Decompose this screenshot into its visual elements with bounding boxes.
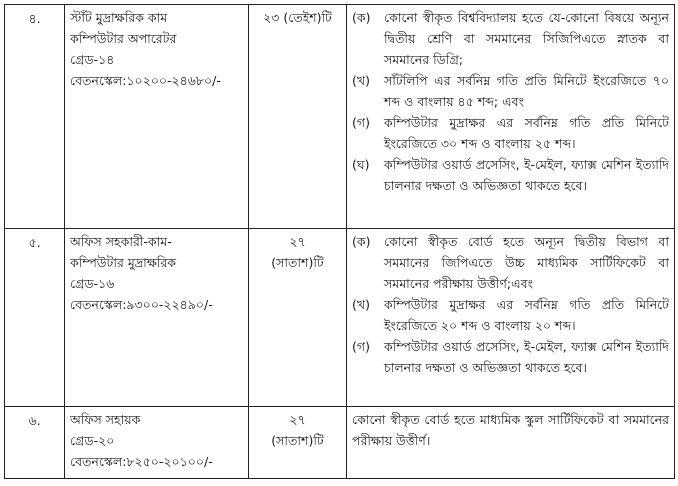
qualification-text: কম্পিউটার ওয়ার্ড প্রসেসিং, ই-মেইল, ফ্যাক্স মেশিন ইত্যাদি চালনার দক্ষতা ও অভিজ্ঞতা থাকতে হবে। (384, 157, 669, 193)
serial-number: ৬. (28, 413, 41, 428)
post-pay-scale: বেতনস্কেল:১০২০০-২৪৬৮০/- (70, 73, 221, 88)
serial-number: ৪. (28, 11, 41, 26)
post-pay-scale: বেতনস্কেল:৯৩০০-২২৪৯০/- (70, 297, 213, 312)
post-grade: গ্রেড-১৬ (70, 276, 115, 291)
qualification-cell (347, 5, 675, 229)
table-row (5, 5, 675, 229)
post-pay-scale: বেতনস্কেল:৮২৫০-২০১০০/- (70, 454, 213, 469)
table-row (5, 407, 675, 479)
qualification-text: কোনো স্বীকৃত বোর্ড হতে অন্যূন দ্বিতীয় বিভাগ বা সমমানের জিপিএতে উচ্চ মাধ্যমিক সার্টিফিকেট বা সমমানের পরীক্ষায় উত্তীর্ণ;এবং (384, 234, 669, 291)
qualification-label: (খ) (352, 297, 370, 312)
qualification-item (352, 70, 669, 112)
vacancy-count: ২৩ (তেইশ)টি (263, 10, 332, 25)
vacancy-count-words: (সাতাশ)টি (271, 255, 324, 270)
qualification-cell (347, 229, 675, 407)
qualification-label: (ক) (352, 10, 371, 25)
post-cell (65, 407, 249, 479)
qualification-text: সাঁটলিপি এর সর্বনিম্ন গতি প্রতি মিনিটে ইংরেজিতে ৭০ শব্দ ও বাংলায় ৪৫ শব্দ; এবং (384, 73, 669, 109)
serial-number: ৫. (28, 235, 41, 250)
post-grade: গ্রেড-১৪ (70, 52, 115, 67)
qualification-text: কোনো স্বীকৃত বোর্ড হতে মাধ্যমিক স্কুল সার্টিফিকেট বা সমমানের পরীক্ষায় উত্তীর্ণ। (352, 412, 669, 448)
vacancy-cell (249, 5, 347, 229)
post-name-cont: কম্পিউটার মুদ্রাক্ষরিক (70, 255, 177, 270)
post-name: অফিস সহায়ক (70, 412, 141, 427)
post-name-cont: কম্পিউটার অপারেটর (70, 31, 177, 46)
qualification-text: কম্পিউটার মুদ্রাক্ষর এর সর্বনিম্ন গতি প্রতি মিনিটে ইংরেজিতে ২০ শব্দ ও বাংলায় ২০ শব্দ। (384, 297, 669, 333)
recruitment-table (4, 4, 675, 479)
vacancy-cell (249, 407, 347, 479)
qualification-text: কোনো স্বীকৃত বিশ্ববিদ্যালয় হতে যে-কোনো বিষয়ে অন্যূন দ্বিতীয় শ্রেণি বা সমমানের সিজিপিএতে স্নাতক বা সমমানের ডিগ্রি; (384, 10, 669, 67)
post-cell (65, 5, 249, 229)
serial-cell (5, 5, 65, 229)
vacancy-count: ২৭ (289, 412, 306, 427)
qualification-label: (গ) (352, 339, 370, 354)
qualification-label: (ক) (352, 234, 371, 249)
qualification-item (352, 154, 669, 196)
qualification-label: (গ) (352, 115, 370, 130)
qualification-text: কম্পিউটার মুদ্রাক্ষর এর সর্বনিম্ন গতি প্রতি মিনিটে ইংরেজিতে ৩০ শব্দ ও বাংলায় ২৫ শব্দ। (384, 115, 669, 151)
post-name: স্টাঁট মুদ্রাক্ষরিক কাম (70, 10, 168, 25)
serial-cell (5, 229, 65, 407)
qualification-label: (ঘ) (352, 157, 370, 172)
vacancy-count: ২৭ (289, 234, 306, 249)
qualification-item (352, 231, 669, 294)
qualification-item (352, 336, 669, 378)
vacancy-cell (249, 229, 347, 407)
post-grade: গ্রেড-২০ (70, 433, 115, 448)
qualification-item (352, 7, 669, 70)
table-row (5, 229, 675, 407)
post-name: অফিস সহকারী-কাম- (70, 234, 172, 249)
post-cell (65, 229, 249, 407)
qualification-item (352, 112, 669, 154)
qualification-label: (খ) (352, 73, 370, 88)
serial-cell (5, 407, 65, 479)
qualification-cell (347, 407, 675, 479)
qualification-text: কম্পিউটার ওয়ার্ড প্রসেসিং, ই-মেইল, ফ্যাক্স মেশিন ইত্যাদি চালনার দক্ষতা ও অভিজ্ঞতা থাকতে হবে। (384, 339, 669, 375)
qualification-item (352, 294, 669, 336)
vacancy-count-words: (সাতাশ)টি (271, 433, 324, 448)
